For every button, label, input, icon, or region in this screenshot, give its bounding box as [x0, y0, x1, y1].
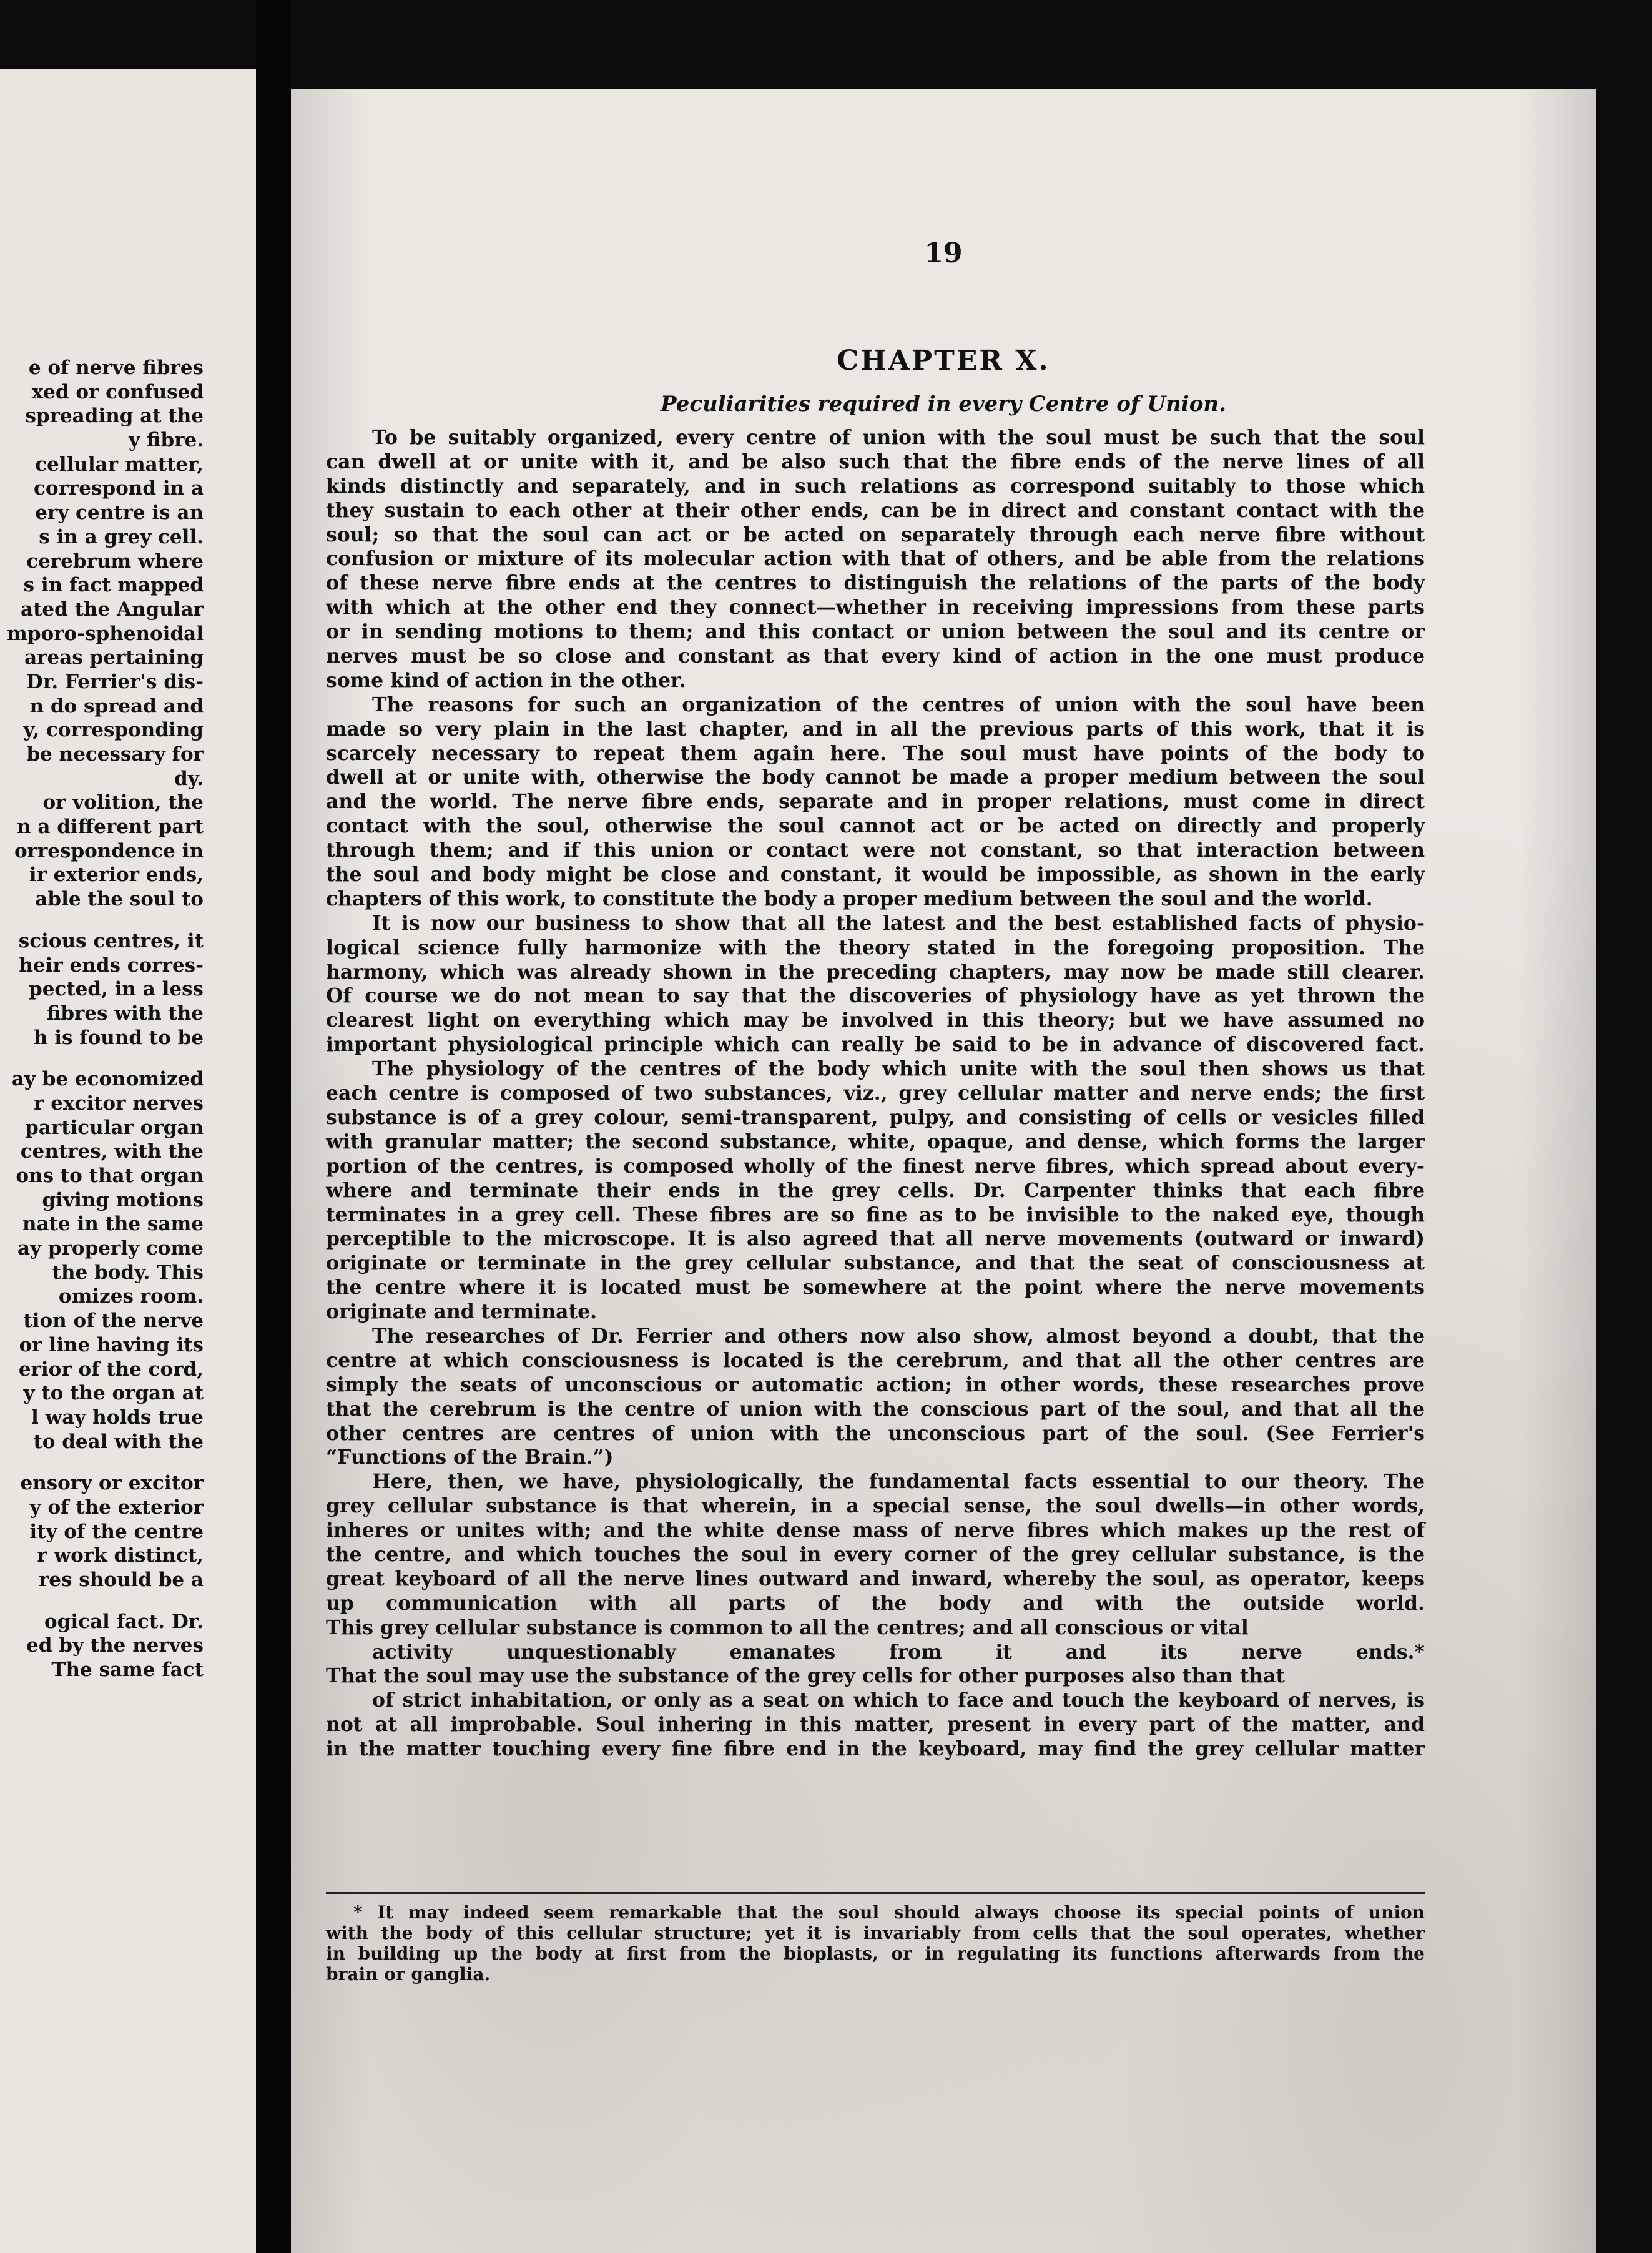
adjacent-page-fragment	[0, 69, 256, 2253]
footnote-line: * It may indeed seem remarkable that the soul should always choose its special points of union	[353, 1902, 1425, 1923]
body-line: that the cerebrum is the centre of union with the conscious part of the soul, and that all the	[326, 1397, 1425, 1421]
adjacent-line: or line having its	[19, 1333, 204, 1356]
footnote-rule	[326, 1892, 1425, 1894]
body-line: logical science fully harmonize with the theory stated in the foregoing proposition. The	[326, 935, 1425, 959]
chapter-title: CHAPTER X.	[837, 345, 1050, 377]
adjacent-line: h is found to be	[33, 1026, 204, 1049]
body-line: they sustain to each other at their other ends, can be in direct and constant contact with the	[326, 498, 1425, 522]
adjacent-line: the body. This	[52, 1261, 204, 1284]
body-line: the soul and body might be close and constant, it would be impossible, as shown in the early	[326, 863, 1425, 887]
body-line: originate or terminate in the grey cellular substance, and that the seat of consciousness at	[326, 1251, 1425, 1275]
adjacent-line: fibres with the	[46, 1002, 204, 1025]
body-line: with which at the other end they connect—whether in receiving impressions from these parts	[326, 596, 1425, 619]
adjacent-page-text	[0, 356, 204, 1682]
adjacent-line: r work distinct,	[37, 1544, 204, 1567]
adjacent-line: to deal with the	[33, 1430, 204, 1453]
footnote-line: with the body of this cellular structure; yet it is invariably from cells that the soul operates, whether	[326, 1923, 1425, 1943]
body-line: clearest light on everything which may be involved in this theory; but we have assumed no	[326, 1008, 1425, 1032]
adjacent-line: ons to that organ	[16, 1165, 204, 1187]
body-line: other centres are centres of union with the unconscious part of the soul. (See Ferrier's	[326, 1421, 1425, 1445]
body-line: contact with the soul, otherwise the soul cannot act or be acted on directly and properly	[326, 814, 1425, 838]
body-line: The physiology of the centres of the body which unite with the soul then shows us that	[372, 1057, 1425, 1081]
adjacent-line: e of nerve fibres	[28, 357, 204, 379]
adjacent-line: orrespondence in	[14, 839, 204, 862]
adjacent-line: omizes room.	[58, 1285, 204, 1308]
footnote-line: brain or ganglia.	[326, 1964, 491, 1984]
chapter-subtitle: Peculiarities required in every Centre of Union.	[661, 392, 1226, 417]
body-line: of strict inhabitation, or only as a seat on which to face and touch the keyboard of nerves, is	[372, 1689, 1425, 1712]
body-line: grey cellular substance is that wherein, in a special sense, the soul dwells—in other words,	[326, 1494, 1425, 1518]
body-line: This grey cellular substance is common to all the centres; and all conscious or vital	[326, 1615, 1249, 1639]
body-line: The reasons for such an organization of the centres of union with the soul have been	[372, 693, 1425, 716]
footnote-line: in building up the body at first from the bioplasts, or in regulating its functions afterwards from the	[326, 1943, 1425, 1964]
body-line: can dwell at or unite with it, and be also such that the fibre ends of the nerve lines of all	[326, 450, 1425, 473]
adjacent-line: cerebrum where	[26, 550, 204, 573]
body-line: the centre, and which touches the soul in every corner of the grey cellular substance, is the	[326, 1542, 1425, 1566]
body-line: To be suitably organized, every centre of union with the soul must be such that the soul	[372, 426, 1425, 449]
body-line: or in sending motions to them; and this contact or union between the soul and its centre or	[326, 620, 1425, 644]
adjacent-line: s in fact mapped	[23, 574, 204, 597]
adjacent-line: l way holds true	[31, 1406, 204, 1429]
adjacent-line: nate in the same	[22, 1213, 204, 1236]
body-line: confusion or mixture of its molecular action with that of others, and be able from the relations	[326, 547, 1425, 571]
body-line: inheres or unites with; and the white dense mass of nerve fibres which makes up the rest of	[326, 1519, 1425, 1542]
adjacent-gap	[0, 912, 204, 929]
body-line: “Functions of the Brain.”)	[326, 1446, 614, 1469]
adjacent-line: cellular matter,	[35, 453, 204, 476]
body-line: terminates in a grey cell. These fibres are so fine as to be invisible to the naked eye, though	[326, 1203, 1425, 1226]
body-line: important physiological principle which can really be said to be in advance of discovered fact.	[326, 1033, 1425, 1057]
adjacent-line: correspond in a	[34, 477, 204, 500]
body-line: nerves must be so close and constant as that every kind of action in the one must produce	[326, 644, 1425, 668]
book-gutter	[256, 0, 291, 2253]
adjacent-line: giving motions	[42, 1188, 204, 1211]
body-line: It is now our business to show that all the latest and the best established facts of physio-	[372, 911, 1425, 935]
body-line: perceptible to the microscope. It is also agreed that all nerve movements (outward or inward)	[326, 1227, 1425, 1251]
adjacent-line: s in a grey cell.	[39, 525, 204, 548]
adjacent-line: erior of the cord,	[18, 1358, 204, 1381]
adjacent-line: or volition, the	[42, 791, 204, 814]
adjacent-line: res should be a	[38, 1569, 204, 1591]
body-line: dwell at or unite with, otherwise the body cannot be made a proper medium between the soul	[326, 766, 1425, 789]
adjacent-line: n do spread and	[29, 694, 204, 717]
adjacent-line: ay be economized	[11, 1068, 204, 1091]
adjacent-line: tion of the nerve	[23, 1309, 204, 1333]
body-line: some kind of action in the other.	[326, 668, 686, 692]
body-line: kinds distinctly and separately, and in such relations as correspond suitably to those which	[326, 474, 1425, 498]
body-line: Of course we do not mean to say that the discoveries of physiology have as yet thrown the	[326, 984, 1425, 1008]
adjacent-line: Dr. Ferrier's dis-	[26, 670, 204, 693]
adjacent-line: xed or confused	[31, 380, 204, 403]
adjacent-line: y, corresponding	[23, 719, 204, 742]
body-line: not at all improbable. Soul inhering in this matter, present in every part of the matter, and	[326, 1713, 1425, 1737]
adjacent-line: pected, in a less	[29, 978, 204, 1001]
adjacent-line: dy.	[174, 767, 204, 790]
adjacent-line: areas pertaining	[24, 646, 204, 669]
book-page	[291, 89, 1596, 2253]
body-line: harmony, which was already shown in the preceding chapters, may now be made still clearer.	[326, 960, 1425, 984]
adjacent-line: ated the Angular	[21, 598, 204, 621]
body-line: and the world. The nerve fibre ends, separate and in proper relations, must come in direct	[326, 790, 1425, 814]
adjacent-line: y of the exterior	[29, 1496, 204, 1519]
body-line: portion of the centres, is composed wholly of the finest nerve fibres, which spread about every-	[326, 1154, 1425, 1178]
body-line: up communication with all parts of the body and with the outside world.	[326, 1591, 1425, 1615]
body-line: great keyboard of all the nerve lines outward and inward, whereby the soul, as operator, keeps	[326, 1567, 1425, 1590]
body-line: made so very plain in the last chapter, and in all the previous parts of this work, that it is	[326, 717, 1425, 741]
body-line: each centre is composed of two substances, viz., grey cellular matter and nerve ends; the first	[326, 1082, 1425, 1105]
adjacent-line: spreading at the	[25, 405, 204, 428]
adjacent-line: ensory or excitor	[20, 1472, 204, 1495]
adjacent-gap	[0, 1592, 204, 1610]
body-line: The researches of Dr. Ferrier and others now also show, almost beyond a doubt, that the	[372, 1324, 1425, 1348]
adjacent-line: n a different part	[17, 816, 204, 839]
adjacent-line: ay properly come	[17, 1237, 204, 1260]
adjacent-line: ir exterior ends,	[29, 864, 204, 887]
adjacent-gap	[0, 1050, 204, 1067]
body-line: the centre where it is located must be somewhere at the point where the nerve movements	[326, 1276, 1425, 1299]
adjacent-line: heir ends corres-	[19, 954, 204, 977]
adjacent-line: able the soul to	[35, 888, 204, 911]
page-number: 19	[924, 237, 963, 269]
body-line: where and terminate their ends in the grey cells. Dr. Carpenter thinks that each fibre	[326, 1178, 1425, 1202]
adjacent-line: ity of the centre	[29, 1520, 204, 1543]
body-line: simply the seats of unconscious or automatic action; in other words, these researches prove	[326, 1373, 1425, 1396]
body-line: soul; so that the soul can act or be acted on separately through each nerve fibre without	[326, 523, 1425, 546]
adjacent-line: centres, with the	[20, 1140, 204, 1163]
body-line: centre at which consciousness is located is the cerebrum, and that all the other centres are	[326, 1348, 1425, 1372]
body-line: of these nerve fibre ends at the centres to distinguish the relations of the parts of the body	[326, 571, 1425, 595]
adjacent-line: ery centre is an	[35, 501, 204, 525]
adjacent-line: ed by the nerves	[26, 1634, 204, 1657]
adjacent-line: particular organ	[25, 1116, 204, 1139]
adjacent-line: scious centres, it	[18, 929, 204, 952]
body-line: originate and terminate.	[326, 1300, 597, 1324]
adjacent-line: The same fact	[51, 1659, 204, 1682]
body-line: substance is of a grey colour, semi-transparent, pulpy, and consisting of cells or vesicles filled	[326, 1105, 1425, 1129]
body-line: activity unquestionably emanates from it and its nerve ends.*	[372, 1640, 1425, 1664]
adjacent-line: r excitor nerves	[34, 1092, 204, 1115]
body-line: scarcely necessary to repeat them again here. The soul must have points of the body to	[326, 741, 1425, 765]
body-line: with granular matter; the second substance, white, opaque, and dense, which forms the larger	[326, 1130, 1425, 1153]
adjacent-line: y fibre.	[129, 429, 204, 452]
adjacent-line: mporo-sphenoidal	[7, 622, 204, 645]
body-line: That the soul may use the substance of the grey cells for other purposes also than that	[326, 1664, 1286, 1688]
chapter-body	[326, 426, 1425, 1762]
footnote	[326, 1902, 1425, 1984]
adjacent-line: ogical fact. Dr.	[44, 1610, 204, 1633]
body-line: Here, then, we have, physiologically, the fundamental facts essential to our theory. The	[372, 1470, 1425, 1494]
adjacent-gap	[0, 1454, 204, 1471]
body-line: chapters of this work, to constitute the body a proper medium between the soul and the world.	[326, 887, 1373, 910]
body-line: in the matter touching every fine fibre end in the keyboard, may find the grey cellular matter	[326, 1737, 1425, 1761]
adjacent-line: y to the organ at	[23, 1382, 204, 1405]
adjacent-line: be necessary for	[26, 743, 204, 766]
body-line: through them; and if this union or contact were not constant, so that interaction between	[326, 839, 1425, 862]
